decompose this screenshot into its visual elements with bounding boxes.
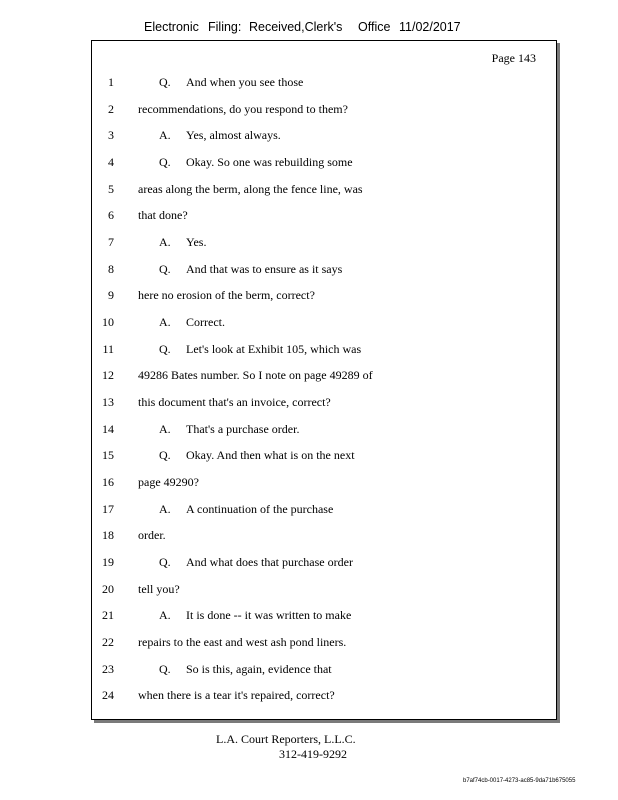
line-content: Let's look at Exhibit 105, which was — [186, 341, 362, 356]
line-content: So is this, again, evidence that — [186, 661, 332, 676]
filing-header-date: 11/02/2017 — [399, 20, 461, 34]
line-content: And what does that purchase order — [186, 555, 353, 570]
line-number: 16 — [102, 475, 114, 490]
answer-label: A. — [159, 608, 171, 623]
line-content: page 49290? — [138, 475, 199, 490]
line-text — [159, 416, 299, 443]
line-number: 1 — [108, 75, 114, 89]
line-text — [159, 229, 206, 256]
transcript-line — [92, 282, 556, 309]
line-text — [159, 122, 281, 149]
line-content: areas along the berm, along the fence line, was — [138, 181, 363, 196]
line-number: 5 — [108, 181, 114, 196]
line-number: 18 — [102, 528, 114, 543]
line-number: 19 — [102, 555, 114, 570]
line-text — [159, 656, 332, 683]
line-number: 4 — [108, 155, 114, 170]
transcript-line — [92, 576, 556, 603]
line-text — [159, 309, 225, 336]
line-text — [138, 176, 363, 203]
line-number: 11 — [102, 341, 114, 356]
court-reporter-phone: 312-419-9292 — [279, 747, 347, 761]
answer-label: A. — [159, 128, 171, 143]
line-number: 14 — [102, 421, 114, 436]
line-content: recommendations, do you respond to them? — [138, 101, 348, 116]
transcript-line — [92, 389, 556, 416]
line-number: 10 — [102, 315, 114, 330]
transcript-line — [92, 229, 556, 256]
line-content: here no erosion of the berm, correct? — [138, 288, 315, 303]
transcript-line — [92, 176, 556, 203]
line-text — [138, 202, 188, 229]
line-text — [159, 442, 355, 469]
line-content: Yes. — [186, 235, 207, 250]
line-text — [138, 469, 199, 496]
line-text — [159, 496, 333, 523]
line-content: 49286 Bates number. So I note on page 49289 of — [138, 368, 373, 383]
line-content: Correct. — [186, 315, 225, 330]
line-content: this document that's an invoice, correct? — [138, 395, 331, 410]
line-content: Okay. And then what is on the next — [186, 448, 355, 463]
filing-header-word: Received,Clerk's — [249, 20, 343, 34]
filing-header-word: Filing: — [208, 20, 242, 34]
line-content: order. — [138, 528, 166, 543]
answer-label: A. — [159, 315, 171, 330]
line-number: 3 — [108, 128, 114, 143]
line-text — [159, 602, 351, 629]
line-number: 20 — [102, 581, 114, 596]
transcript-line — [92, 522, 556, 549]
transcript-lines — [92, 69, 556, 709]
filing-header-word: Electronic — [144, 20, 199, 34]
line-number: 17 — [102, 501, 114, 516]
transcript-line — [92, 256, 556, 283]
line-text — [159, 549, 353, 576]
transcript-line — [92, 362, 556, 389]
transcript-line — [92, 656, 556, 683]
line-content: That's a purchase order. — [186, 421, 300, 436]
line-content: Okay. So one was rebuilding some — [186, 155, 353, 170]
line-content: when there is a tear it's repaired, correct? — [138, 688, 335, 703]
transcript-line — [92, 602, 556, 629]
transcript-page — [91, 40, 557, 720]
line-text — [138, 576, 180, 603]
line-number: 24 — [102, 688, 114, 703]
question-label: Q. — [159, 75, 171, 89]
line-number: 13 — [102, 395, 114, 410]
line-text — [159, 336, 361, 363]
line-content: tell you? — [138, 581, 180, 596]
page-number: Page 143 — [491, 51, 536, 65]
line-content: repairs to the east and west ash pond liners. — [138, 635, 347, 650]
line-number: 2 — [108, 101, 114, 116]
transcript-line — [92, 122, 556, 149]
line-number: 15 — [102, 448, 114, 463]
line-number: 22 — [102, 635, 114, 650]
filing-header-word: Office — [358, 20, 391, 34]
question-label: Q. — [159, 448, 171, 463]
transcript-line — [92, 442, 556, 469]
transcript-line — [92, 496, 556, 523]
answer-label: A. — [159, 501, 171, 516]
line-number: 12 — [102, 368, 114, 383]
line-text — [159, 69, 303, 96]
transcript-line — [92, 336, 556, 363]
answer-label: A. — [159, 421, 171, 436]
line-number: 9 — [108, 288, 114, 303]
line-number: 21 — [102, 608, 114, 623]
question-label: Q. — [159, 155, 171, 170]
document-id: b7af74cb-0017-4273-ac85-9da71b675055 — [463, 778, 576, 784]
transcript-line — [92, 149, 556, 176]
line-number: 6 — [108, 208, 114, 223]
line-text — [138, 629, 346, 656]
line-content: It is done -- it was written to make — [186, 608, 352, 623]
transcript-line — [92, 69, 556, 96]
line-text — [138, 682, 335, 709]
line-text — [138, 389, 331, 416]
line-content: A continuation of the purchase — [186, 501, 334, 516]
transcript-line — [92, 202, 556, 229]
transcript-line — [92, 682, 556, 709]
line-text — [159, 149, 353, 176]
transcript-line — [92, 469, 556, 496]
line-content: And that was to ensure as it says — [186, 261, 343, 276]
line-number: 7 — [108, 235, 114, 250]
line-text — [138, 282, 315, 309]
question-label: Q. — [159, 555, 171, 570]
question-label: Q. — [159, 661, 171, 676]
transcript-line — [92, 416, 556, 443]
line-text — [159, 256, 342, 283]
line-content: And when you see those — [186, 75, 304, 89]
transcript-line — [92, 96, 556, 123]
line-number: 8 — [108, 261, 114, 276]
question-label: Q. — [159, 261, 171, 276]
filing-header — [0, 20, 618, 38]
question-label: Q. — [159, 341, 171, 356]
line-number: 23 — [102, 661, 114, 676]
answer-label: A. — [159, 235, 171, 250]
line-content: that done? — [138, 208, 188, 223]
line-text — [138, 362, 373, 389]
transcript-line — [92, 629, 556, 656]
transcript-line — [92, 549, 556, 576]
line-text — [138, 522, 166, 549]
transcript-line — [92, 309, 556, 336]
court-reporter-name: L.A. Court Reporters, L.L.C. — [216, 732, 356, 746]
line-text — [138, 96, 348, 123]
line-content: Yes, almost always. — [186, 128, 281, 143]
